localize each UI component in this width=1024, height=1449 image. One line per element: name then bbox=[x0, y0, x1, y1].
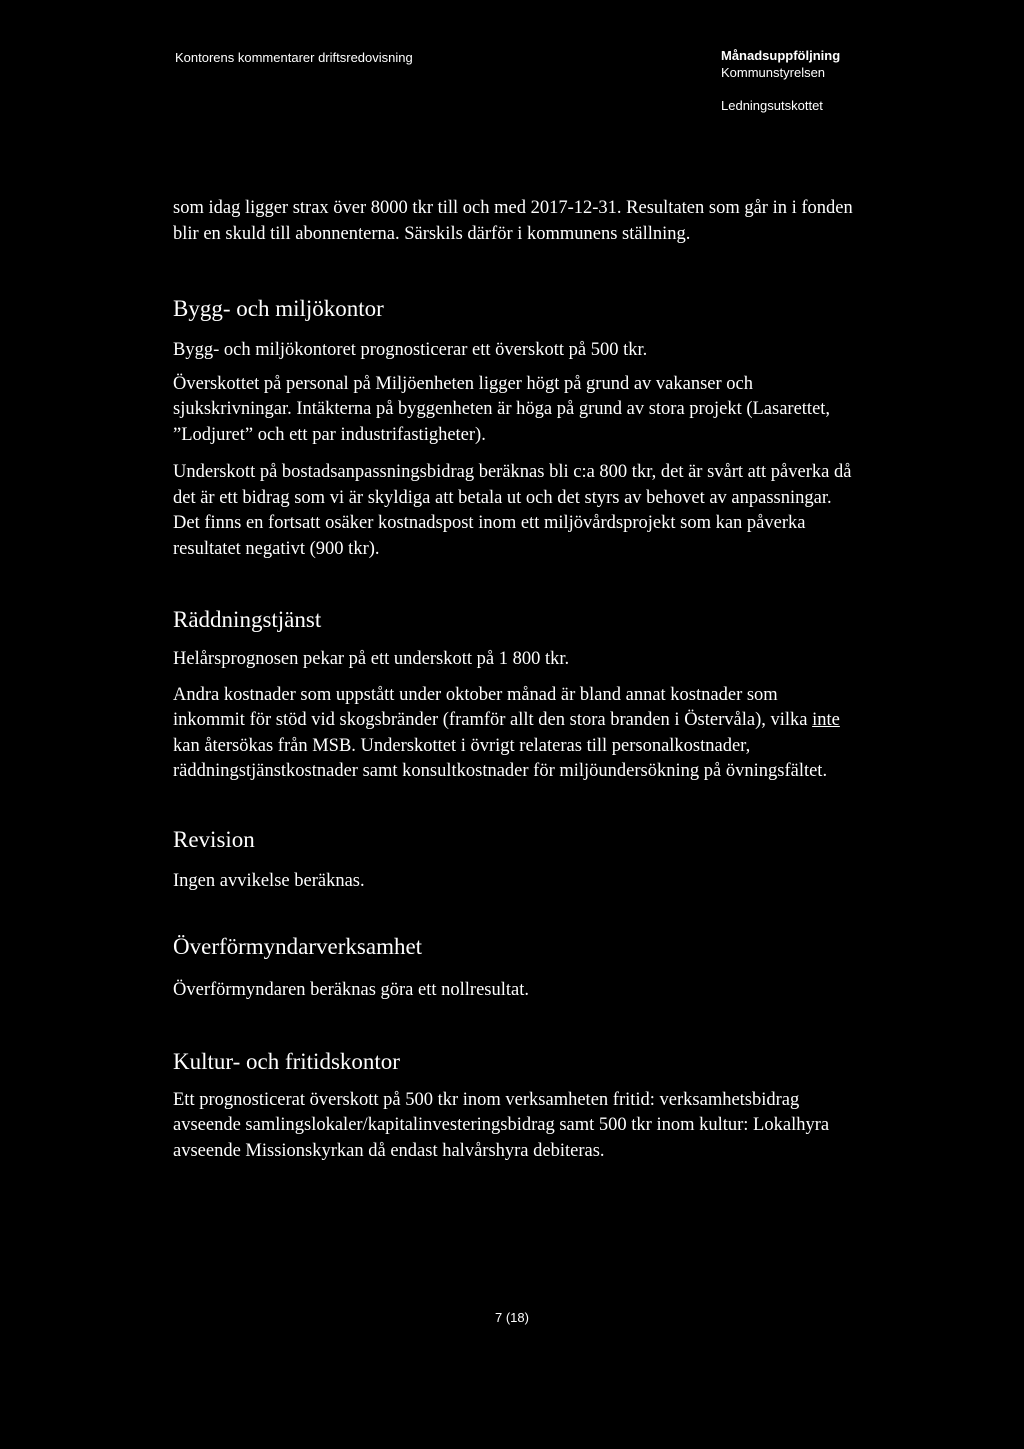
section-heading-raddning: Räddningstjänst bbox=[173, 607, 322, 632]
section-heading-kultur: Kultur- och fritidskontor bbox=[173, 1048, 400, 1074]
bygg-paragraph-2: Överskottet på personal på Miljöenheten ligger högt på grund av vakanser och sjukskrivningar. Intäkterna på byggenheten är höga på grund av stora projekt (Lasarettet, ”Lodjuret” och ett par industrifastigheter). bbox=[173, 373, 831, 445]
raddning-text-emphasis: inte bbox=[812, 710, 840, 730]
header-document-title: Kontorens kommentarer driftsredovisning bbox=[175, 50, 413, 65]
overformyndare-paragraph-1: Överförmyndaren beräknas göra ett nollresultat. bbox=[173, 980, 529, 1000]
header-report-info bbox=[721, 47, 840, 81]
page-number: 7 (18) bbox=[495, 1310, 529, 1325]
intro-paragraph: som idag ligger strax över 8000 tkr till och med 2017-12-31. Resultaten som går in i fonden blir en skuld till abonnenterna. Särskils därför i kommunens ställning. bbox=[173, 198, 853, 244]
section-heading-revision: Revision bbox=[173, 826, 255, 852]
section-heading-overformyndare: Överförmyndarverksamhet bbox=[173, 934, 423, 959]
document-body bbox=[173, 196, 853, 1164]
header-report-title: Månadsuppföljning bbox=[721, 48, 841, 63]
raddning-text-part-1: Andra kostnader som uppstått under oktober månad är bland annat kostnader som inkommit för stöd vid skogsbränder (framför allt den stora branden i Östervåla), vilka bbox=[173, 684, 813, 730]
bygg-paragraph-1: Bygg- och miljökontoret prognosticerar ett överskott på 500 tkr. bbox=[173, 340, 648, 360]
kultur-paragraph-1: Ett prognosticerat överskott på 500 tkr inom verksamheten fritid: verksamhetsbidrag avseende samlingslokaler/kapitalinvesteringsbidrag samt 500 tkr inom kultur: Lokalhyra avseende Missionskyrkan då endast halvårshyra debiteras. bbox=[173, 1089, 830, 1161]
section-heading-bygg: Bygg- och miljökontor bbox=[173, 296, 384, 321]
raddning-paragraph-1: Helårsprognosen pekar på ett underskott på 1 800 tkr. bbox=[173, 649, 570, 669]
revision-paragraph-1: Ingen avvikelse beräknas. bbox=[173, 870, 365, 891]
bygg-paragraph-3: Underskott på bostadsanpassningsbidrag beräknas bli c:a 800 tkr, det är svårt att påverka då det är ett bidrag som vi är skyldiga att betala ut och det styrs av behovet av anpassningar. Det finns en fortsatt osäker kostnadspost inom ett miljövårdsprojekt som kan påverka resultatet negativt (900 tkr). bbox=[173, 462, 852, 559]
raddning-paragraph-2 bbox=[173, 683, 853, 785]
header-board-name: Kommunstyrelsen bbox=[721, 65, 826, 80]
raddning-text-part-2: kan återsökas från MSB. Underskottet i övrigt relateras till personalkostnader, räddningstjänstkostnader samt konsultkostnader för miljöundersökning på övningsfältet. bbox=[173, 735, 828, 781]
header-committee-name: Ledningsutskottet bbox=[721, 98, 823, 113]
